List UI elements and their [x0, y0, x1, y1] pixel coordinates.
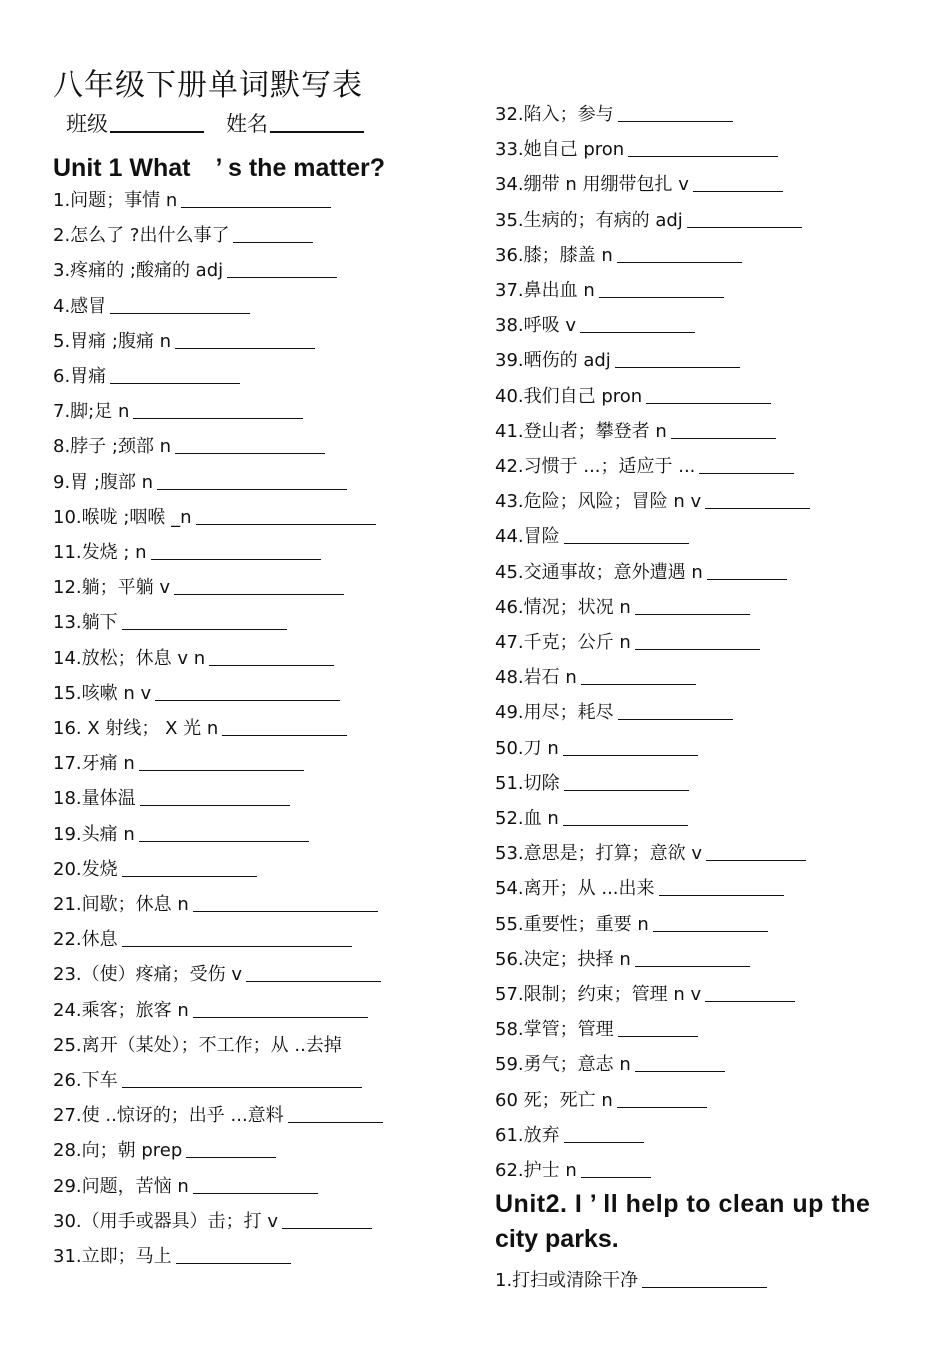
- left-item: [53, 256, 337, 282]
- answer-blank[interactable]: [175, 437, 325, 454]
- unit1-heading: Unit 1 What ’ s the matter?: [53, 154, 385, 182]
- left-item: [53, 1101, 383, 1127]
- right-item: [495, 276, 724, 302]
- item-label: 56.决定；抉择 n: [495, 948, 631, 970]
- left-item: [53, 820, 309, 846]
- item-label: 20.发烧: [53, 858, 118, 880]
- item-label: 33.她自己 pron: [495, 139, 625, 161]
- left-item: [53, 749, 304, 775]
- item-label: 14.放松；休息 v n: [53, 647, 206, 669]
- answer-blank[interactable]: [288, 1106, 383, 1123]
- answer-blank[interactable]: [671, 422, 776, 439]
- name-label: 姓名: [226, 112, 268, 136]
- answer-blank[interactable]: [110, 297, 250, 314]
- answer-blank[interactable]: [659, 879, 784, 896]
- left-item: [53, 327, 315, 353]
- answer-blank[interactable]: [233, 226, 313, 243]
- left-item: [53, 292, 250, 318]
- answer-blank[interactable]: [564, 1126, 644, 1143]
- item-label: 27.使 ..惊讶的；出乎 ...意料: [53, 1105, 284, 1127]
- class-name-line: [66, 108, 386, 138]
- right-item: [495, 734, 698, 760]
- item-label: 30.（用手或器具）击；打 v: [53, 1210, 278, 1232]
- right-item: [495, 100, 733, 126]
- unit2-heading-line1: Unit2. I ’ ll help to clean up the: [495, 1190, 871, 1218]
- answer-blank[interactable]: [693, 175, 783, 192]
- item-label: 5.胃痛 ;腹痛 n: [53, 330, 172, 352]
- item-label: 12.躺；平躺 v: [53, 577, 170, 599]
- left-item: [53, 1031, 342, 1057]
- right-item: [495, 206, 802, 232]
- item-label: 34.绷带 n 用绷带包扎 v: [495, 174, 689, 196]
- right-item: [495, 593, 750, 619]
- item-label: 60 死；死亡 n: [495, 1089, 613, 1111]
- right-item: [495, 417, 776, 443]
- answer-blank[interactable]: [635, 633, 760, 650]
- answer-blank[interactable]: [635, 950, 750, 967]
- left-item: [53, 538, 321, 564]
- left-item: [53, 221, 313, 247]
- item-label: 7.脚;足 n: [53, 401, 130, 423]
- item-label: 35.生病的；有病的 adj: [495, 209, 683, 231]
- answer-blank[interactable]: [617, 246, 742, 263]
- answer-blank[interactable]: [157, 473, 347, 490]
- item-label: 55.重要性；重要 n: [495, 913, 649, 935]
- left-item: [53, 1207, 372, 1233]
- answer-blank[interactable]: [122, 613, 287, 630]
- right-item: [495, 382, 771, 408]
- answer-blank[interactable]: [193, 1001, 368, 1018]
- answer-blank[interactable]: [282, 1212, 372, 1229]
- answer-blank[interactable]: [139, 754, 304, 771]
- answer-blank[interactable]: [196, 508, 376, 525]
- answer-blank[interactable]: [564, 527, 689, 544]
- right-item: [495, 910, 768, 936]
- answer-blank[interactable]: [246, 965, 381, 982]
- unit2-item: [495, 1266, 767, 1292]
- answer-blank[interactable]: [175, 332, 315, 349]
- item-label: 16. X 射线； X 光 n: [53, 718, 219, 739]
- answer-blank[interactable]: [151, 543, 321, 560]
- answer-blank[interactable]: [635, 1055, 725, 1072]
- item-label: 4.感冒: [53, 295, 107, 317]
- answer-blank[interactable]: [599, 281, 724, 298]
- item-label: 29.问题，苦恼 n: [53, 1175, 189, 1197]
- answer-blank[interactable]: [653, 915, 768, 932]
- item-label: 51.切除: [495, 772, 560, 794]
- left-item: [53, 608, 287, 634]
- right-item: [495, 170, 783, 196]
- item-label: 42.习惯于 ...；适应于 ...: [495, 456, 696, 477]
- item-label: 48.岩石 n: [495, 667, 577, 689]
- answer-blank[interactable]: [122, 860, 257, 877]
- left-item: [53, 960, 381, 986]
- answer-blank[interactable]: [618, 1020, 698, 1037]
- answer-blank[interactable]: [122, 930, 352, 947]
- item-label: 22.休息: [53, 929, 118, 951]
- right-item: [495, 346, 740, 372]
- left-item: [53, 784, 290, 810]
- left-item: [53, 1066, 362, 1092]
- item-label: 15.咳嗽 n v: [53, 682, 152, 704]
- answer-blank[interactable]: [222, 719, 347, 736]
- right-item: [495, 945, 750, 971]
- item-label: 53.意思是；打算；意欲 v: [495, 843, 702, 865]
- item-label: 40.我们自己 pron: [495, 385, 643, 407]
- item-label: 59.勇气；意志 n: [495, 1054, 631, 1076]
- right-item: [495, 1086, 707, 1112]
- item-label: 10.喉咙 ;咽喉 _n: [53, 506, 192, 528]
- item-label: 25.离开（某处）；不工作；从 ..去掉: [53, 1034, 342, 1056]
- item-label: 38.呼吸 v: [495, 315, 576, 337]
- answer-blank[interactable]: [139, 825, 309, 842]
- right-item: [495, 1050, 725, 1076]
- right-item: [495, 452, 794, 478]
- answer-blank[interactable]: [140, 789, 290, 806]
- answer-blank[interactable]: [133, 402, 303, 419]
- right-item: [495, 874, 784, 900]
- answer-blank[interactable]: [580, 316, 695, 333]
- answer-blank[interactable]: [209, 649, 334, 666]
- item-label: 6.胃痛: [53, 366, 107, 387]
- item-label: 61.放弃: [495, 1124, 560, 1146]
- right-item: [495, 628, 760, 654]
- item-label: 23.（使）疼痛；受伤 v: [53, 964, 242, 986]
- answer-blank[interactable]: [122, 1071, 362, 1088]
- right-item: [495, 558, 787, 584]
- item-label: 54.离开；从 ...出来: [495, 878, 655, 900]
- right-item: [495, 135, 778, 161]
- item-label: 50.刀 n: [495, 737, 559, 759]
- left-item: [53, 925, 352, 951]
- answer-blank[interactable]: [617, 1091, 707, 1108]
- answer-blank[interactable]: [618, 105, 733, 122]
- item-label: 44.冒险: [495, 526, 560, 548]
- answer-blank[interactable]: [181, 191, 331, 208]
- item-label: 49.用尽；耗尽: [495, 702, 614, 724]
- answer-blank[interactable]: [186, 1141, 276, 1158]
- answer-blank[interactable]: [635, 598, 750, 615]
- answer-blank[interactable]: [706, 844, 806, 861]
- item-label: 39.晒伤的 adj: [495, 350, 611, 372]
- item-label: 24.乘客；旅客 n: [53, 999, 189, 1021]
- item-label: 45.交通事故；意外遭遇 n: [495, 561, 703, 583]
- answer-blank[interactable]: [581, 668, 696, 685]
- answer-blank[interactable]: [227, 261, 337, 278]
- left-item: [53, 468, 347, 494]
- left-item: [53, 1136, 276, 1162]
- answer-blank[interactable]: [687, 211, 802, 228]
- item-label: 13.躺下: [53, 612, 118, 634]
- item-label: 57.限制；约束；管理 n v: [495, 984, 702, 1005]
- left-item: [53, 503, 376, 529]
- answer-blank[interactable]: [564, 774, 689, 791]
- class-blank[interactable]: [110, 113, 204, 133]
- item-label: 1.打扫或清除干净: [495, 1270, 639, 1291]
- right-item: [495, 769, 689, 795]
- answer-blank[interactable]: [699, 457, 794, 474]
- answer-blank[interactable]: [581, 1161, 651, 1178]
- item-label: 9.胃 ;腹部 n: [53, 471, 154, 493]
- left-item: [53, 186, 331, 212]
- answer-blank[interactable]: [110, 367, 240, 384]
- answer-blank[interactable]: [563, 809, 688, 826]
- answer-blank[interactable]: [155, 684, 340, 701]
- item-label: 41.登山者；攀登者 n: [495, 420, 667, 442]
- item-label: 26.下车: [53, 1070, 118, 1091]
- item-label: 32.陷入；参与: [495, 104, 614, 125]
- left-item: [53, 855, 257, 881]
- answer-blank[interactable]: [705, 985, 795, 1002]
- answer-blank[interactable]: [193, 895, 378, 912]
- left-item: [53, 397, 303, 423]
- item-label: 8.脖子 ;颈部 n: [53, 436, 172, 458]
- right-item: [495, 804, 688, 830]
- answer-blank[interactable]: [646, 387, 771, 404]
- item-label: 37.鼻出血 n: [495, 280, 595, 301]
- item-label: 1.问题；事情 n: [53, 190, 178, 211]
- item-label: 21.间歇；休息 n: [53, 894, 189, 915]
- item-label: 11.发烧 ; n: [53, 542, 147, 563]
- left-item: [53, 362, 240, 388]
- left-item: [53, 1172, 318, 1198]
- answer-blank[interactable]: [563, 739, 698, 756]
- right-item: [495, 1015, 698, 1041]
- answer-blank[interactable]: [176, 1247, 291, 1264]
- left-item: [53, 679, 340, 705]
- answer-blank[interactable]: [642, 1271, 767, 1288]
- answer-blank[interactable]: [628, 140, 778, 157]
- item-label: 2.怎么了 ?出什么事了: [53, 225, 230, 247]
- right-item: [495, 241, 742, 267]
- item-label: 43.危险；风险；冒险 n v: [495, 491, 702, 513]
- item-label: 52.血 n: [495, 808, 559, 829]
- item-label: 28.向；朝 prep: [53, 1140, 183, 1162]
- answer-blank[interactable]: [174, 578, 344, 595]
- right-item: [495, 663, 696, 689]
- item-label: 62.护士 n: [495, 1160, 577, 1181]
- left-item: [53, 432, 325, 458]
- item-label: 3.疼痛的 ;酸痛的 adj: [53, 260, 224, 282]
- answer-blank[interactable]: [618, 703, 733, 720]
- left-item: [53, 996, 368, 1022]
- class-label: 班级: [66, 112, 108, 136]
- item-label: 18.量体温: [53, 788, 136, 810]
- right-item: [495, 839, 806, 865]
- right-item: [495, 1121, 644, 1147]
- item-label: 19.头痛 n: [53, 823, 135, 845]
- left-item: [53, 644, 334, 670]
- item-label: 36.膝；膝盖 n: [495, 244, 613, 266]
- item-label: 31.立即；马上: [53, 1246, 172, 1267]
- unit2-heading-line2: city parks.: [495, 1225, 619, 1253]
- item-label: 47.千克；公斤 n: [495, 632, 631, 653]
- right-item: [495, 980, 795, 1006]
- answer-blank[interactable]: [615, 351, 740, 368]
- answer-blank[interactable]: [193, 1177, 318, 1194]
- right-item: [495, 311, 695, 337]
- left-item: [53, 1242, 291, 1268]
- page-title: 八年级下册单词默写表: [53, 68, 363, 103]
- left-item: [53, 714, 347, 740]
- left-item: [53, 890, 378, 916]
- answer-blank[interactable]: [705, 492, 810, 509]
- item-label: 58.掌管；管理: [495, 1019, 614, 1041]
- left-item: [53, 573, 344, 599]
- right-item: [495, 1156, 651, 1182]
- name-blank[interactable]: [270, 113, 364, 133]
- item-label: 17.牙痛 n: [53, 753, 135, 775]
- item-label: 46.情况；状况 n: [495, 596, 631, 618]
- right-item: [495, 698, 733, 724]
- right-item: [495, 522, 689, 548]
- right-item: [495, 487, 810, 513]
- answer-blank[interactable]: [707, 563, 787, 580]
